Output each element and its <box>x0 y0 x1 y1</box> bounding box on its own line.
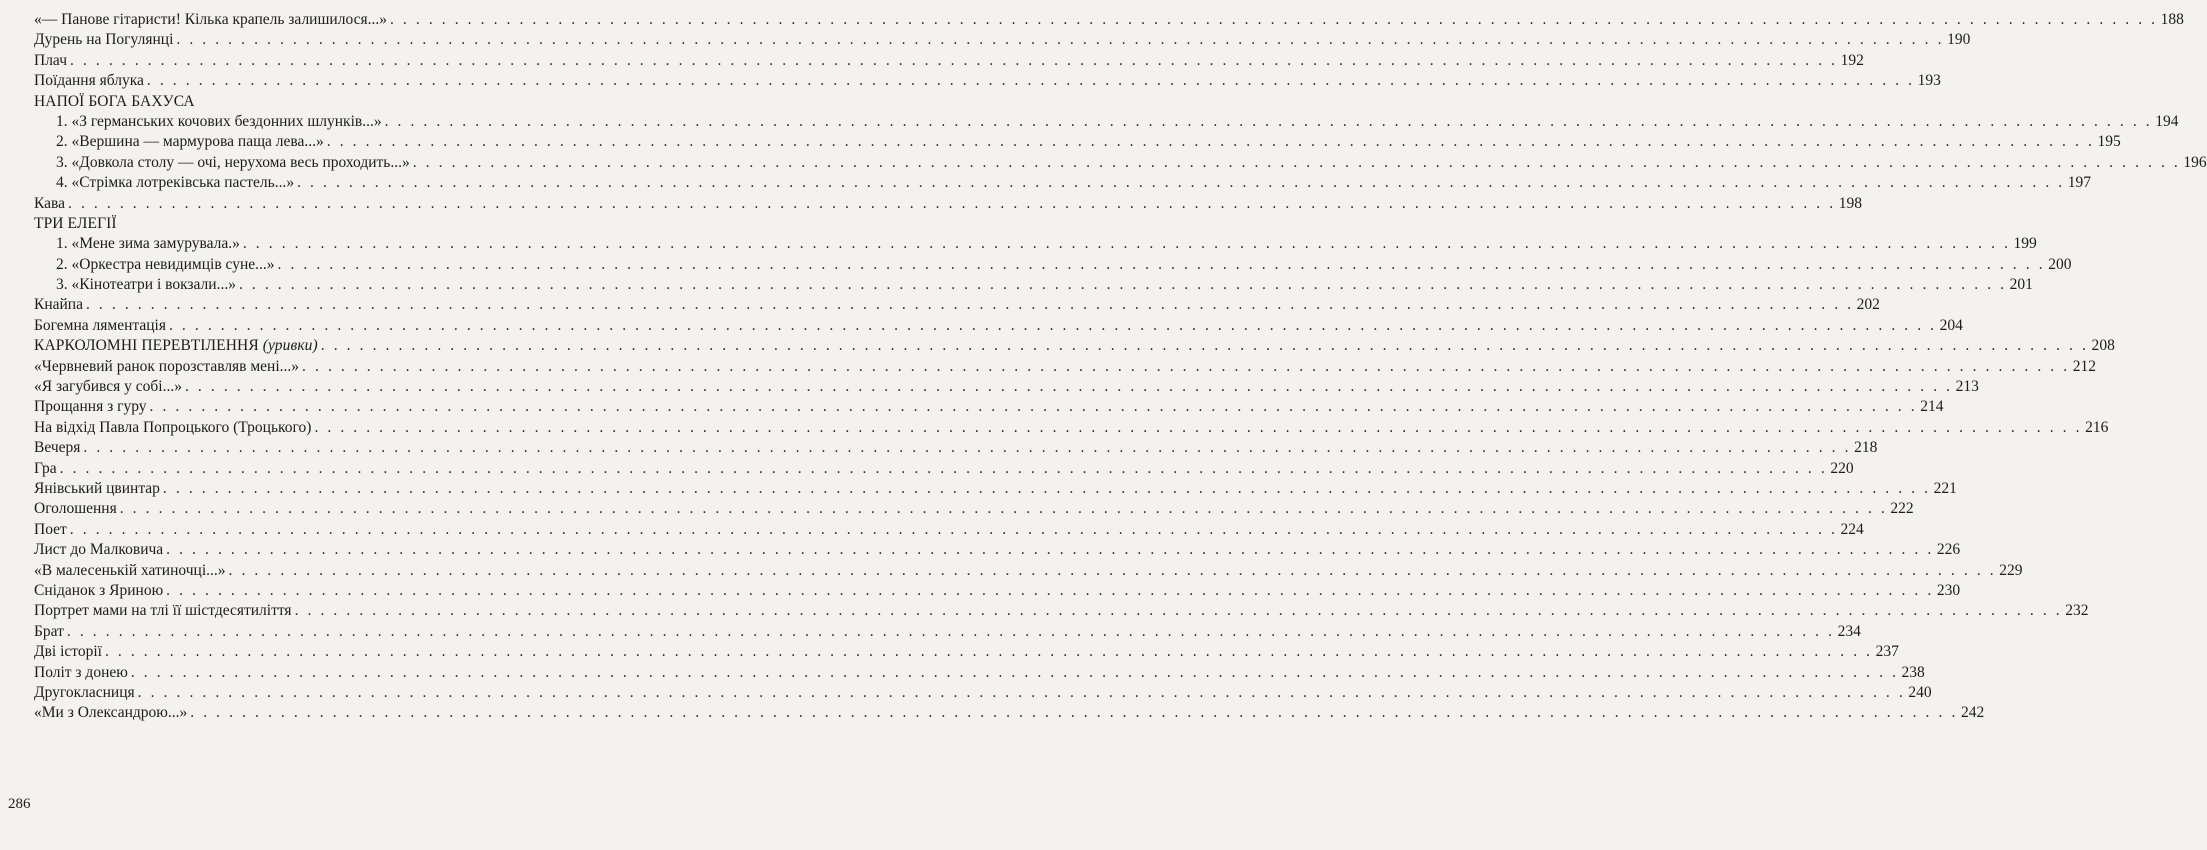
toc-page-number: 195 <box>2097 133 2121 151</box>
toc-page-number: 201 <box>2009 276 2033 294</box>
toc-entry <box>34 520 1864 540</box>
dot-leader <box>390 10 2158 30</box>
toc-page-number: 188 <box>2160 11 2184 28</box>
toc-entry-title: Оголошення <box>34 500 117 518</box>
dot-leader <box>278 255 2046 275</box>
toc-entry <box>34 642 1899 662</box>
dot-leader <box>321 336 2089 356</box>
toc-page-number: 197 <box>2067 174 2092 192</box>
toc-entry <box>34 622 1861 642</box>
toc-section-heading <box>34 92 496 112</box>
toc-page-number: 220 <box>1830 459 1854 477</box>
toc-page-number: 202 <box>1856 296 1880 314</box>
toc-entry-title: Сніданок з Яриною <box>34 581 164 599</box>
toc-page-number: 198 <box>1838 194 1862 212</box>
dot-leader <box>131 663 1899 683</box>
toc-entry <box>34 540 1961 560</box>
dot-leader <box>243 234 2011 254</box>
toc-page-number: 204 <box>1939 316 1963 334</box>
toc-page-number: 213 <box>1955 378 1979 396</box>
toc-page-number: 224 <box>1840 520 1864 538</box>
dot-leader <box>314 418 2082 438</box>
toc-page-number: 240 <box>1908 683 1932 701</box>
toc-entry <box>34 275 2033 295</box>
toc-entry <box>34 499 1914 519</box>
toc-entry-title: Поет <box>34 520 67 538</box>
toc-entry <box>34 316 1963 336</box>
toc-section-heading <box>34 336 2116 356</box>
toc-entry-title: Дурень на Погулянці <box>34 31 174 49</box>
dot-leader <box>105 642 1873 662</box>
dot-leader <box>70 51 1838 71</box>
toc-entry <box>34 30 1971 50</box>
dot-leader <box>239 275 2007 295</box>
toc-page-number: 242 <box>1960 704 1985 722</box>
dot-leader <box>67 622 1835 642</box>
page-number: 286 <box>8 796 31 812</box>
toc-entry-title: «Ми з Олександрою...» <box>34 704 188 722</box>
toc-entry <box>34 194 1862 214</box>
toc-entry-title: Політ з донею <box>34 663 128 681</box>
dot-leader <box>68 194 1836 214</box>
toc-entry <box>34 357 2096 377</box>
dot-leader <box>120 499 1888 519</box>
dot-leader <box>327 132 2095 152</box>
toc-page-number: 226 <box>1936 541 1961 559</box>
toc-entry-title: Прощання з гуру <box>34 398 147 416</box>
toc-section-heading <box>34 214 496 234</box>
toc-entry <box>34 663 1925 683</box>
dot-leader <box>190 703 1958 723</box>
toc-page-number: 192 <box>1840 51 1864 69</box>
toc-entry-title: Брат <box>34 622 64 640</box>
toc-entry-title: 2. «Оркестра невидимців суне...» <box>56 255 275 273</box>
dot-leader <box>297 173 2065 193</box>
toc-entry-title: 1. «Мене зима замурувала.» <box>56 235 240 253</box>
toc-page-number: 208 <box>2091 337 2116 355</box>
toc-page-number: 232 <box>2065 602 2089 620</box>
toc-page-number: 218 <box>1854 439 1878 457</box>
toc-entry <box>34 438 1878 458</box>
toc-entry-title: «— Панове гітаристи! Кількa крапель залишилося...» <box>34 11 387 28</box>
toc-page-number: 193 <box>1917 72 1941 90</box>
toc-entry-title: «Червневий ранок порозставляв мені...» <box>34 357 300 375</box>
dot-leader <box>176 30 1944 50</box>
dot-leader <box>295 601 2063 621</box>
toc-page-number: 222 <box>1890 500 1914 518</box>
toc-entry-title: Поїдання яблука <box>34 72 144 90</box>
dot-leader <box>302 357 2070 377</box>
toc-entry <box>34 397 1944 417</box>
toc-entry-title: Плач <box>34 51 67 69</box>
toc-entry <box>34 459 1854 479</box>
toc-entry <box>34 173 2092 193</box>
toc-entry <box>34 153 2207 173</box>
toc-page-number: 234 <box>1837 622 1861 640</box>
dot-leader <box>385 112 2153 132</box>
toc-entry <box>34 703 1985 723</box>
toc-entry-title: Янівський цвинтар <box>34 479 160 497</box>
toc-entry-title: ТРИ ЕЛЕГІЇ <box>34 214 117 232</box>
toc-entry-title: «Я загубився у собі...» <box>34 378 182 396</box>
toc-entry <box>34 479 1957 499</box>
dot-leader <box>83 438 1851 458</box>
toc-page-number: 216 <box>2085 418 2109 436</box>
toc-entry-title: КАРКОЛОМНІ ПЕРЕВТІЛЕННЯ (уривки) <box>34 337 318 355</box>
toc-entry-title: 2. «Вершина — мармурова паща лева...» <box>56 133 324 151</box>
toc-entry-title: Вечеря <box>34 439 81 457</box>
toc-page-number: 200 <box>2048 255 2072 273</box>
toc-entry <box>34 234 2037 254</box>
toc-entry-title: Лист до Малковича <box>34 541 164 559</box>
dot-leader <box>185 377 1953 397</box>
toc-page-number: 196 <box>2183 153 2207 171</box>
dot-leader <box>166 581 1934 601</box>
toc-entry-title: Дві історії <box>34 643 102 661</box>
toc-entry-title: Кава <box>34 194 66 212</box>
toc-page-number: 230 <box>1936 581 1961 599</box>
toc-page-number: 238 <box>1901 663 1925 681</box>
toc-page-number: 194 <box>2155 112 2179 130</box>
toc-entry <box>34 377 1979 397</box>
dot-leader <box>166 540 1934 560</box>
dot-leader <box>70 520 1838 540</box>
toc-page-number: 212 <box>2072 357 2096 375</box>
dot-leader <box>163 479 1931 499</box>
dot-leader <box>138 683 1906 703</box>
dot-leader <box>413 153 2181 173</box>
toc-entry <box>34 561 2023 581</box>
dot-leader <box>150 397 1918 417</box>
toc-entry <box>34 71 1941 91</box>
toc-page-number: 190 <box>1947 31 1971 49</box>
toc-entry-title: 4. «Стрімка лотреківська пастель...» <box>56 174 295 192</box>
toc-entry <box>34 10 2184 30</box>
toc-entry <box>34 601 2089 621</box>
toc-page-number: 237 <box>1875 643 1899 661</box>
dot-leader <box>86 295 1854 315</box>
toc-page-number: 199 <box>2013 235 2037 253</box>
toc-entry-title: Богемна ляментація <box>34 316 166 334</box>
toc-entry <box>34 683 1932 703</box>
toc-entry-title: 3. «Кінотеатри і вокзали...» <box>56 276 236 294</box>
toc-entry <box>34 255 2072 275</box>
toc-entry-subtitle: (уривки) <box>262 337 318 355</box>
toc-entry <box>34 581 1961 601</box>
toc-entry-title: На відхід Павла Попроцького (Троцького) <box>34 418 312 436</box>
toc-entry-title: Гра <box>34 459 57 477</box>
toc-entry <box>34 112 2179 132</box>
toc-entry <box>34 51 1864 71</box>
toc-page-number: 229 <box>1999 561 2023 579</box>
toc-page-number: 214 <box>1920 398 1944 416</box>
toc-page-number: 221 <box>1933 479 1957 497</box>
table-of-contents <box>34 10 2207 724</box>
toc-entry-title: 3. «Довкола столу — очі, нерухома весь проходить...» <box>56 153 410 171</box>
toc-entry-title: Другокласниця <box>34 683 135 701</box>
toc-entry <box>34 295 1880 315</box>
toc-entry-title: 1. «З германських кочових бездонних шлунків...» <box>56 112 382 130</box>
dot-leader <box>60 459 1828 479</box>
dot-leader <box>229 561 1997 581</box>
dot-leader <box>147 71 1915 91</box>
toc-entry-title: «В малесенькій хатиночці...» <box>34 561 226 579</box>
dot-leader <box>169 316 1937 336</box>
toc-entry-title: Портрет мами на тлі її шістдесятиліття <box>34 602 292 620</box>
toc-entry-title: НАПОЇ БОГА БАХУСА <box>34 92 195 110</box>
toc-entry <box>34 132 2121 152</box>
toc-entry <box>34 418 2109 438</box>
toc-entry-title: Кнайпа <box>34 296 83 314</box>
